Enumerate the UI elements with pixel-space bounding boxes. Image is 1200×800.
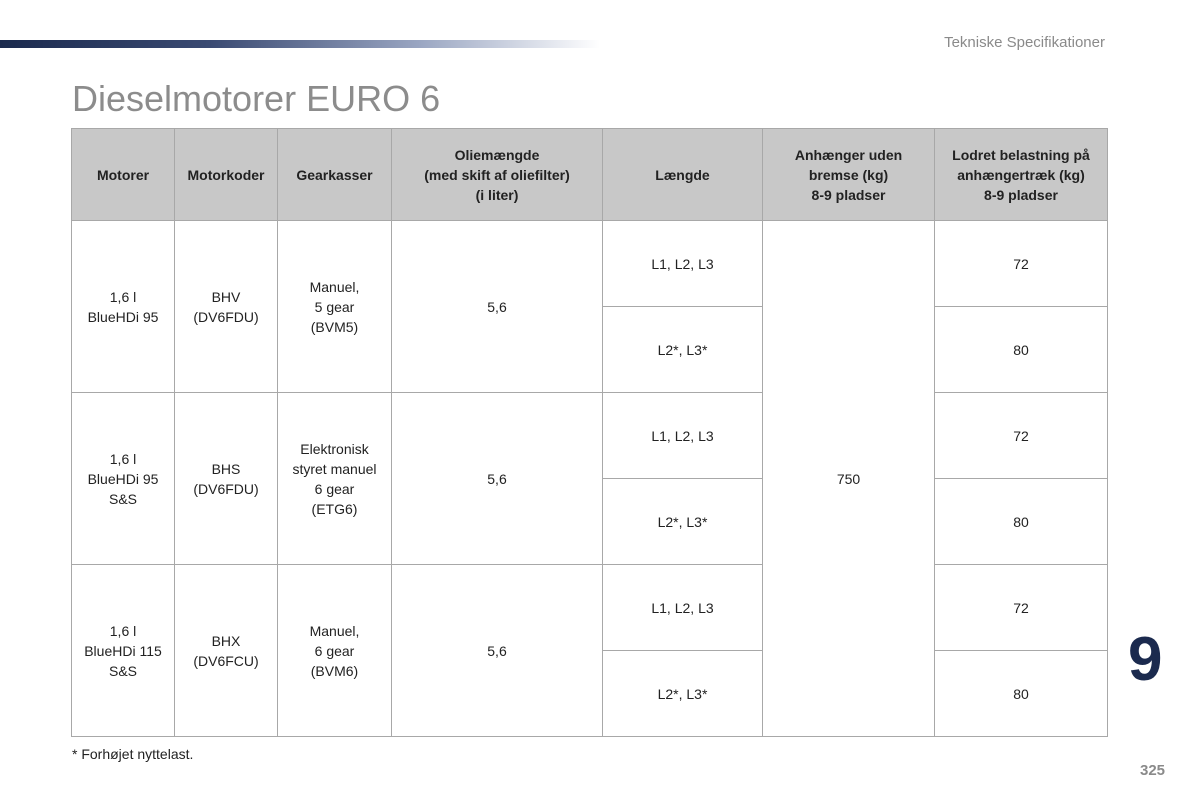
spec-table [71,128,1108,737]
cell-gearbox: Manuel, 5 gear (BVM5) [278,221,392,393]
cell-gearbox: Manuel, 6 gear (BVM6) [278,565,392,737]
header-anhaenger-uden-bremse: Anhænger uden bremse (kg) 8-9 pladser [763,129,935,221]
cell-length: L1, L2, L3 [603,565,763,651]
cell-vertical-load: 80 [935,307,1108,393]
page-number: 325 [1140,762,1166,779]
cell-length: L1, L2, L3 [603,221,763,307]
cell-length: L1, L2, L3 [603,393,763,479]
header-oliemaengde: Oliemængde (med skift af oliefilter) (i liter) [392,129,603,221]
cell-motor: 1,6 l BlueHDi 115 S&S [72,565,175,737]
table-header-row [72,129,1108,221]
cell-vertical-load: 80 [935,479,1108,565]
cell-length: L2*, L3* [603,651,763,737]
cell-vertical-load: 72 [935,393,1108,479]
cell-motor-code: BHS (DV6FDU) [175,393,278,565]
cell-motor: 1,6 l BlueHDi 95 [72,221,175,393]
table-row [72,565,1108,651]
chapter-number: 9 [1128,625,1163,694]
cell-length: L2*, L3* [603,307,763,393]
cell-oil: 5,6 [392,565,603,737]
table-row [72,393,1108,479]
cell-gearbox: Elektronisk styret manuel 6 gear (ETG6) [278,393,392,565]
section-title: Tekniske Specifikationer [944,34,1105,51]
cell-vertical-load: 80 [935,651,1108,737]
header-gearkasser: Gearkasser [278,129,392,221]
cell-oil: 5,6 [392,221,603,393]
cell-motor-code: BHX (DV6FCU) [175,565,278,737]
header-lodret-belastning: Lodret belastning på anhængertræk (kg) 8-9 pladser [935,129,1108,221]
page-heading: Dieselmotorer EURO 6 [72,78,441,119]
cell-motor-code: BHV (DV6FDU) [175,221,278,393]
footnote: * Forhøjet nyttelast. [72,746,194,762]
header-accent-bar [0,40,600,48]
header-motorkoder: Motorkoder [175,129,278,221]
cell-vertical-load: 72 [935,221,1108,307]
cell-trailer-unbraked: 750 [763,221,935,737]
header-motorer: Motorer [72,129,175,221]
table-row [72,221,1108,307]
cell-motor: 1,6 l BlueHDi 95 S&S [72,393,175,565]
cell-length: L2*, L3* [603,479,763,565]
cell-vertical-load: 72 [935,565,1108,651]
cell-oil: 5,6 [392,393,603,565]
header-laengde: Længde [603,129,763,221]
